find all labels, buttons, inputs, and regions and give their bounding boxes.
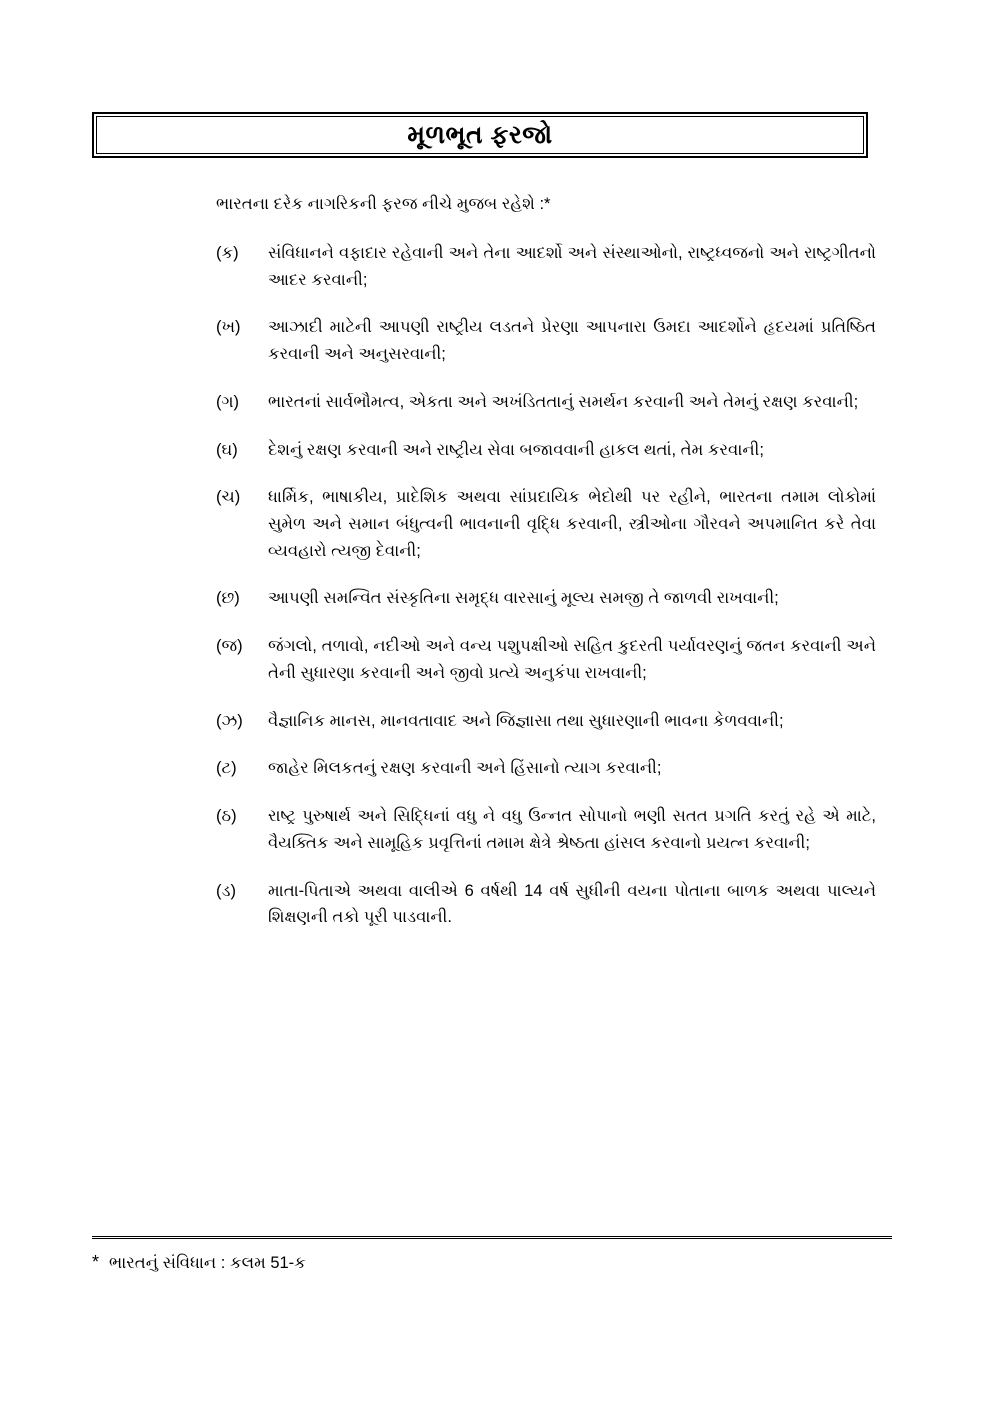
footnote-text: ભારતનું સંવિધાન : કલમ 51-ક: [109, 1254, 306, 1272]
clause-text: જાહેર મિલકતનું રક્ષણ કરવાની અને હિંસાનો ત્યાગ કરવાની;: [268, 759, 662, 778]
clause-marker: (ચ): [216, 488, 241, 507]
clause-marker: (ટ): [216, 759, 237, 778]
list-item: [216, 484, 876, 564]
clause-text: જંગલો, તળાવો, નદીઓ અને વન્ય પશુપક્ષીઓ સહિત કુદરતી પર્યાવરણનું જતન કરવાની અને તેની સુધારણા કરવાની અને જીવો પ્રત્યે અનુકંપા રાખવાની;: [268, 637, 877, 682]
list-item: [216, 389, 876, 416]
list-item: [216, 755, 876, 782]
list-item: [216, 585, 876, 612]
asterisk-icon: *: [92, 1252, 100, 1272]
clause-text: આઝાદી માટેની આપણી રાષ્ટ્રીય લડતને પ્રેરણા આપનારા ઉમદા આદર્શોને હૃદયમાં પ્રતિષ્ઠિત કરવાની અને અનુસરવાની;: [268, 318, 876, 364]
title-banner: [92, 112, 868, 158]
list-item: [216, 878, 876, 931]
clause-text: માતા-પિતાએ અથવા વાલીએ 6 વર્ષથી 14 વર્ષ સુધીની વયના પોતાના બાળક અથવા પાલ્યને શિક્ષણની તકો પૂરી પાડવાની.: [268, 881, 876, 927]
clause-marker: (ઠ): [216, 807, 237, 826]
clause-text: રાષ્ટ્ર પુરુષાર્થ અને સિદ્ધિનાં વધુ ને વધુ ઉન્નત સોપાનો ભણી સતત પ્રગતિ કરતું રહે એ માટે, વૈયક્તિક અને સામૂહિક પ્રવૃત્તિનાં તમામ ક્ષેત્રે શ્રેષ્ઠતા હાંસલ કરવાનો પ્રયત્ન કરવાની;: [268, 807, 876, 852]
clause-marker: (ગ): [216, 392, 240, 411]
footnote-divider: [92, 1236, 892, 1239]
clause-list: [216, 240, 876, 952]
clause-marker: (છ): [216, 589, 240, 608]
clause-text: આપણી સમન્વિત સંસ્કૃતિના સમૃદ્ધ વારસાનું મૂલ્ય સમજી તે જાળવી રાખવાની;: [268, 589, 779, 608]
clause-marker: (ઝ): [216, 711, 243, 730]
list-item: [216, 708, 876, 735]
clause-text: સંવિધાનને વફાદાર રહેવાની અને તેના આદર્શો અને સંસ્થાઓનો, રાષ્ટ્રધ્વજનો અને રાષ્ટ્રગીતનો આદર કરવાની;: [268, 244, 876, 289]
clause-marker: (ખ): [216, 318, 241, 337]
clause-text: ધાર્મિક, ભાષાકીય, પ્રાદેશિક અથવા સાંપ્રદાયિક ભેદોથી પર રહીને, ભારતના તમામ લોકોમાં સુમેળ અને સમાન બંધુત્વની ભાવનાની વૃદ્ધિ કરવાની, સ્ત્રીઓના ગૌરવને અપમાનિત કરે તેવા વ્યવહારો ત્યજી દેવાની;: [268, 488, 876, 560]
clause-marker: (ક): [216, 244, 239, 262]
clause-text: દેશનું રક્ષણ કરવાની અને રાષ્ટ્રીય સેવા બજાવવાની હાકલ થતાં, તેમ કરવાની;: [268, 440, 764, 459]
clause-marker: (ડ): [216, 881, 237, 900]
clause-marker: (ઘ): [216, 440, 238, 459]
clause-marker: (જ): [216, 637, 243, 656]
footnote: [92, 1252, 306, 1273]
intro-line: ભારતના દરેક નાગરિકની ફરજ નીચે મુજબ રહેશે :*: [216, 195, 551, 213]
clause-text: વૈજ્ઞાનિક માનસ, માનવતાવાદ અને જિજ્ઞાસા તથા સુધારણાની ભાવના કેળવવાની;: [268, 711, 784, 730]
list-item: [216, 633, 876, 686]
list-item: [216, 437, 876, 464]
title-banner-inner: [96, 116, 864, 154]
list-item: [216, 803, 876, 856]
page-title: મૂળભૂત ફરજો: [407, 120, 553, 149]
list-item: [216, 240, 876, 293]
list-item: [216, 314, 876, 367]
clause-text: ભારતનાં સાર્વભૌમત્વ, એકતા અને અખંડિતતાનું સમર્થન કરવાની અને તેમનું રક્ષણ કરવાની;: [268, 392, 859, 411]
